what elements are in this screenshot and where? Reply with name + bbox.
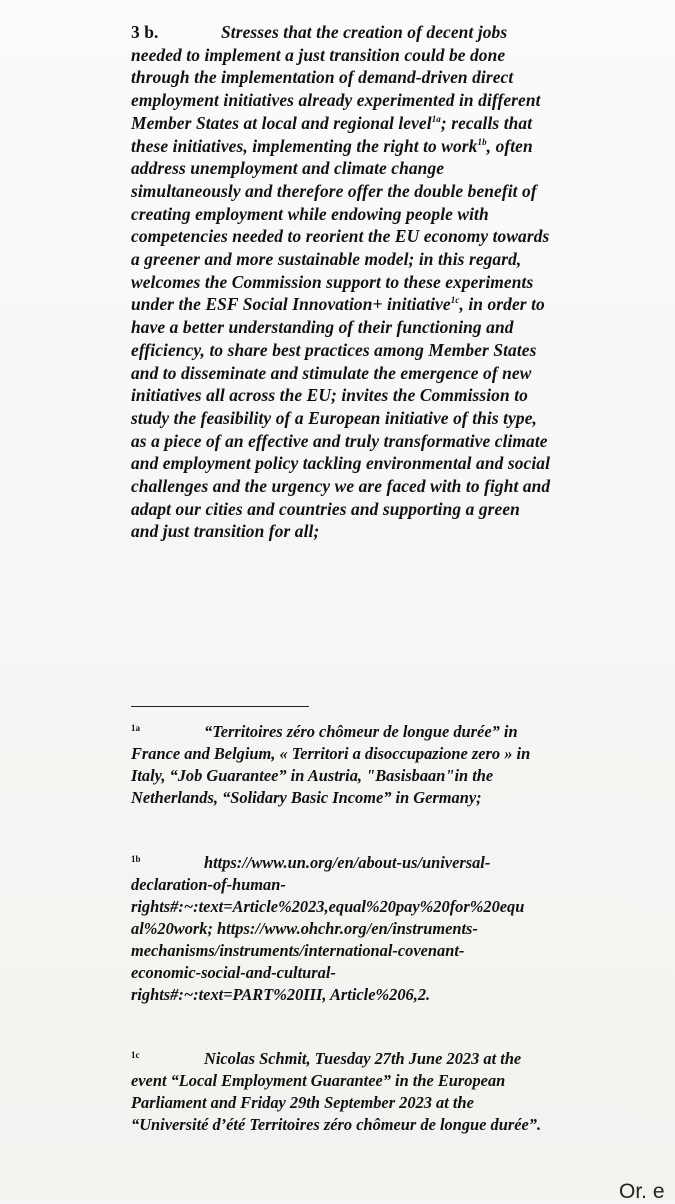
footnote-ref-1b[interactable]: 1b bbox=[477, 136, 487, 147]
footnote-1a: 1a “Territoires zéro chômeur de longue durée” in France and Belgium, « Territori a disoccupazione zero » in Italy, “Job Guarantee” in Austria, "Basisbaan"in the Netherlands, “Solidary Basic Income” in Germany; bbox=[131, 722, 531, 807]
amendment-number: 3 b. bbox=[131, 22, 159, 42]
footnote-separator bbox=[131, 706, 309, 707]
footnote-text-1b[interactable]: https://www.un.org/en/about-us/universal-declaration-of-human-rights#:~:text=Article%2023,equal%20pay%20for%20equal%20work; https://www.ohchr.org/en/instruments-mechanisms/instruments/international-covenant-economic-social-and-cultural-rights#:~:text=PART%20III, Article%206,2. bbox=[131, 853, 525, 1004]
footnote-ref-1a[interactable]: 1a bbox=[431, 113, 441, 124]
footnote-ref-1c[interactable]: 1c bbox=[450, 295, 460, 306]
amendment-text-part-1: Stresses that the creation of decent jobs needed to implement a just transition could be done through the implementation of demand-driven direct employment initiatives already experimented in different Member States at local and regional level bbox=[131, 22, 541, 133]
amendment-text-part-2: ; recalls that these initiatives, implementing the right to work bbox=[131, 112, 533, 156]
footnote-text-1c: Nicolas Schmit, Tuesday 27th June 2023 at the event “Local Employment Guarantee” in the European Parliament and Friday 29th September 2023 at the “Université d’été Territoires zéro chômeur de longue durée”. bbox=[131, 1049, 542, 1134]
footnote-1c: 1c Nicolas Schmit, Tuesday 27th June 2023 at the event “Local Employment Guarantee” in the European Parliament and Friday 29th September 2023 at the “Université d’été Territoires zéro chômeur de longue durée”. bbox=[131, 1049, 542, 1134]
original-language-marker: Or. e bbox=[619, 1180, 665, 1203]
amendment-text-part-4: , in order to have a better understanding of their functioning and efficiency, to share best practices among Member States and to disseminate and stimulate the emergence of new initiatives all across the EU; invites the Commission to study the feasibility of a European initiative of this type, as a piece of an effective and truly transformative climate and employment policy tackling environmental and social challenges and the urgency we are faced with to fight and adapt our cities and countries and supporting a green and just transition for all; bbox=[131, 294, 551, 542]
footnote-1b: 1b https://www.un.org/en/about-us/universal-declaration-of-human-rights#:~:text=Article%2023,equal%20pay%20for%20equal%20work; https://www.ohchr.org/en/instruments-mechanisms/instruments/international-covenant-economic-social-and-cultural-rights#:~:text=PART%20III, Article%206,2. bbox=[131, 853, 525, 1004]
amendment-paragraph bbox=[131, 21, 551, 543]
footnote-text-1a: “Territoires zéro chômeur de longue durée” in France and Belgium, « Territori a disoccupazione zero » in Italy, “Job Guarantee” in Austria, "Basisbaan"in the Netherlands, “Solidary Basic Income” in Germany; bbox=[131, 722, 531, 807]
amendment-text-part-3: , often address unemployment and climate change simultaneously and therefore offer the double benefit of creating employment while endowing people with competencies needed to reorient the EU economy towards a greener and more sustainable model; in this regard, welcomes the Commission support to these experiments under the ESF Social Innovation+ initiative bbox=[131, 135, 550, 315]
